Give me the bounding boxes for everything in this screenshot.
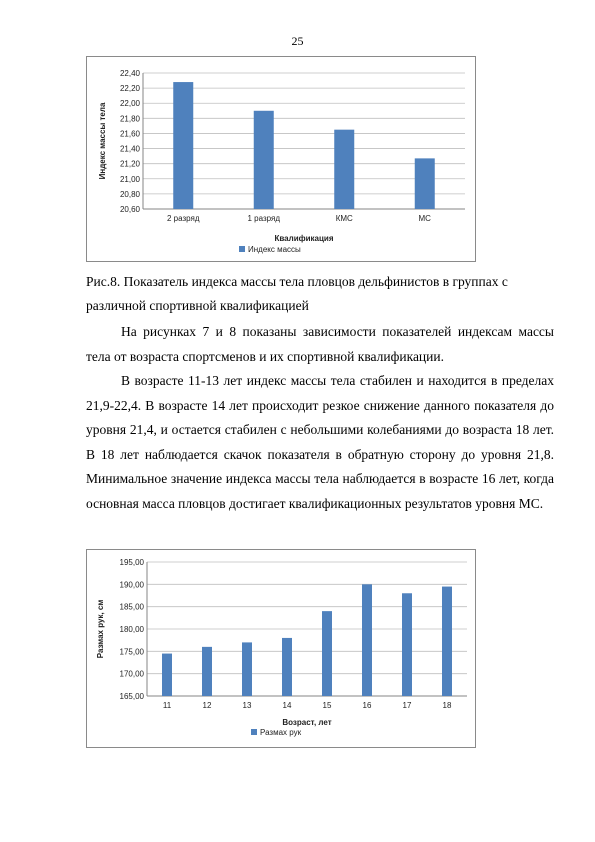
legend-label: Индекс массы (248, 245, 301, 254)
bmi-chart-svg (87, 57, 475, 261)
bar (415, 158, 435, 209)
y-axis-title: Индекс массы тела (98, 102, 107, 180)
bar (334, 130, 354, 209)
bar (242, 642, 252, 696)
x-tick-label: 14 (282, 701, 292, 710)
y-tick-label: 20,80 (119, 189, 140, 199)
y-tick-label: 195,00 (119, 558, 144, 567)
y-tick-label: 180,00 (119, 625, 144, 634)
x-tick-label: 1 разряд (247, 214, 281, 223)
bar (173, 82, 193, 209)
bar (254, 111, 274, 209)
arm-span-by-age-chart (86, 549, 476, 748)
legend-label: Размах рук (260, 728, 302, 737)
y-tick-label: 20,60 (119, 205, 140, 214)
x-tick-label: 18 (442, 701, 452, 710)
paragraph-2: В возрасте 11-13 лет индекс массы тела стабилен и находится в пределах 21,9-22,4. В возрасте 14 лет происходит резкое снижение данного показателя до уровня 21,4, и остается стабилен с небольшими колебаниями до возраста 18 лет. В 18 лет наблюдается скачок показателя в обратную сторону до уровня 21,8. Минимальное значение индекса массы тела наблюдается в возрасте 16 лет, когда основная масса пловцов достигает квалификационных результатов уровня МС. (86, 373, 554, 511)
y-tick-label: 22,20 (119, 84, 140, 94)
y-tick-label: 190,00 (119, 580, 144, 590)
y-tick-label: 21,40 (119, 144, 140, 154)
figure-caption (86, 270, 554, 318)
bar (322, 611, 332, 696)
legend-swatch (251, 729, 257, 735)
x-tick-label: 12 (202, 701, 212, 710)
y-tick-label: 175,00 (119, 647, 144, 657)
bar (162, 654, 172, 696)
y-tick-label: 21,20 (119, 159, 140, 169)
y-tick-label: 22,00 (119, 99, 140, 109)
x-tick-label: КМС (335, 214, 353, 223)
y-tick-label: 21,80 (119, 114, 140, 124)
arm-span-chart-svg (87, 550, 475, 747)
caption-line-2: различной спортивной квалификацией (86, 298, 309, 313)
x-tick-label: 2 разряд (166, 214, 200, 223)
x-tick-label: 16 (362, 701, 372, 710)
legend-swatch (239, 246, 245, 252)
y-tick-label: 21,00 (119, 174, 140, 184)
x-axis-title: Возраст, лет (282, 718, 332, 727)
x-tick-label: 13 (242, 701, 252, 710)
page-number: 25 (291, 34, 304, 48)
y-tick-label: 170,00 (119, 669, 144, 679)
y-tick-label: 185,00 (119, 602, 144, 612)
y-axis-title: Размах рук, см (96, 599, 105, 659)
bar (362, 584, 372, 696)
y-tick-label: 21,60 (119, 129, 140, 139)
bmi-by-qualification-chart (86, 56, 476, 262)
paragraph-1: На рисунках 7 и 8 показаны зависимости показателей индексам массы тела от возраста спортсменов и их спортивной квалификации. (86, 324, 554, 364)
caption-line-1: Рис.8. Показатель индекса массы тела пловцов дельфинистов в группах с (86, 274, 508, 289)
bar (282, 638, 292, 696)
bar (202, 647, 212, 696)
y-tick-label: 22,40 (119, 69, 140, 78)
y-tick-label: 165,00 (119, 692, 144, 701)
bar (402, 593, 412, 696)
x-tick-label: 11 (162, 701, 172, 710)
x-axis-title: Квалификация (274, 234, 334, 243)
x-tick-label: 15 (322, 701, 332, 710)
bar (442, 587, 452, 696)
x-tick-label: 17 (402, 701, 412, 710)
x-tick-label: МС (418, 214, 431, 223)
